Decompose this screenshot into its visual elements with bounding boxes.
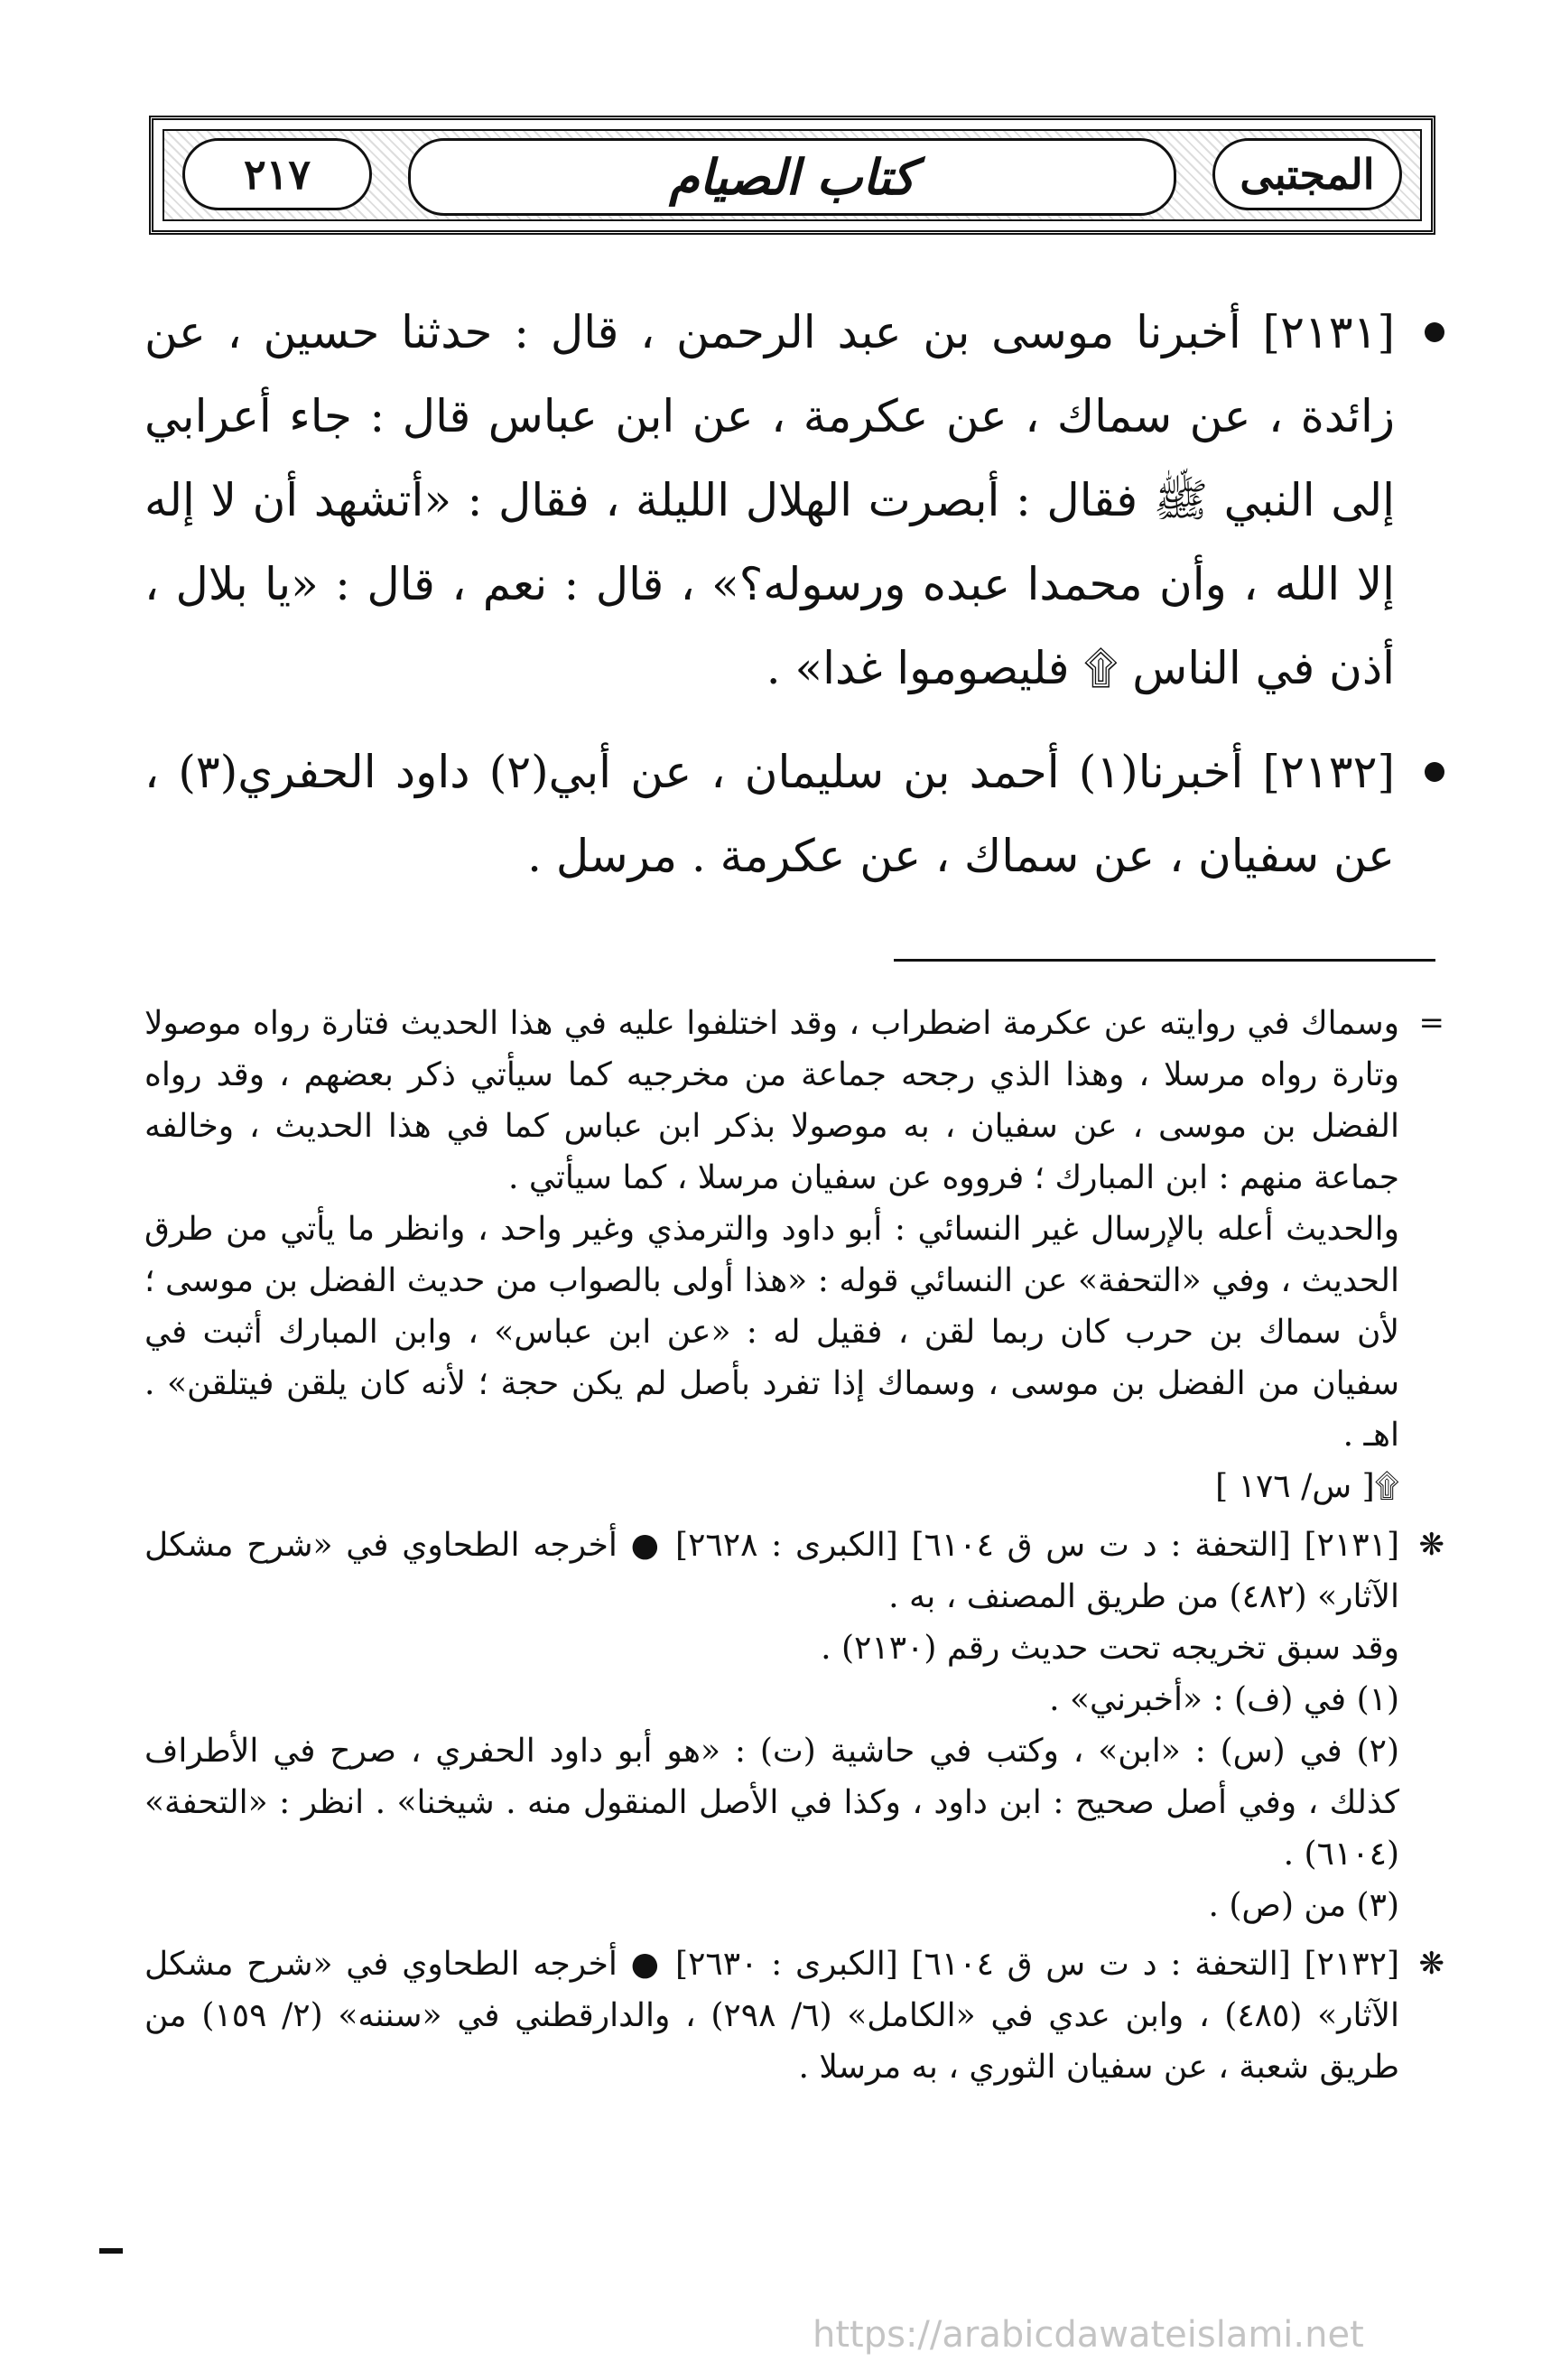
header-ornament xyxy=(163,129,1422,221)
book-title: كتاب الصيام xyxy=(669,148,915,206)
series-logo: المجتبى xyxy=(1212,138,1402,210)
note-2: (٢) في (س) : «ابن» ، وكتب في حاشية (ت) : «هو أبو داود الحفري ، صرح في الأطراف كذلك ، وفي أصل صحيح : ابن داود ، وكذا في الأصل المنقول منه . شيخنا» . انظر : «التحفة» (٦١٠٤) . xyxy=(144,1733,1399,1873)
star-icon: ❋ xyxy=(1418,1946,1444,1982)
hadith-2132 xyxy=(144,730,1435,898)
continuation-dash-icon: = xyxy=(1418,1005,1444,1041)
page-reference: ۩[ س/ ١٧٦ ] xyxy=(1215,1468,1399,1505)
watermark: https://arabicdawateislami.net xyxy=(813,2314,1364,2356)
footnote-separator xyxy=(894,959,1435,962)
main-text xyxy=(144,291,1435,898)
star-icon: ❋ xyxy=(1418,1527,1444,1563)
takhrij-2131-note: وقد سبق تخريجه تحت حديث رقم (٢١٣٠) . xyxy=(821,1630,1399,1667)
hadith-2132-text: [٢١٣٢] أخبرنا(١) أحمد بن سليمان ، عن أبي(٢) داود الحفري(٣) ، عن سفيان ، عن سماك ، عن عكرمة . مرسل . xyxy=(144,746,1395,882)
edge-mark xyxy=(99,2248,123,2254)
takhrij-2132: ❋ [٢١٣٢] [التحفة : د ت س ق ٦١٠٤] [الكبرى : ٢٦٣٠] ● أخرجه الطحاوي في «شرح مشكل الآثار» (٤٨٥) ، وابن عدي في «الكامل» (٦/ ٢٩٨) ، والدارقطني في «سننه» (٢/ ١٥٩) من طريق شعبة ، عن سفيان الثوري ، به مرسلا . xyxy=(144,1938,1435,2093)
page-header xyxy=(149,116,1435,235)
hadith-2131 xyxy=(144,291,1435,711)
bullet-icon xyxy=(1425,322,1444,342)
hadith-2131-text: [٢١٣١] أخبرنا موسى بن عبد الرحمن ، قال : حدثنا حسين ، عن زائدة ، عن سماك ، عن عكرمة ، عن ابن عباس قال : جاء أعرابي إلى النبي ﷺ فقال : أبصرت الهلال الليلة ، فقال : «أتشهد أن لا إله إلا الله ، وأن محمدا عبده ورسوله؟» ، قال : نعم ، قال : «يا بلال ، أذن في الناس ۩ فليصوموا غدا» . xyxy=(144,306,1395,694)
book-title-cartouche xyxy=(408,138,1176,216)
footnotes xyxy=(144,998,1444,2093)
takhrij-2131: ❋ [٢١٣١] [التحفة : د ت س ق ٦١٠٤] [الكبرى : ٢٦٢٨] ● أخرجه الطحاوي في «شرح مشكل الآثار» (٤٨٢) من طريق المصنف ، به . xyxy=(144,1520,1435,1622)
bullet-icon xyxy=(1425,762,1444,782)
footnote-continued: = وسماك في روايته عن عكرمة اضطراب ، وقد اختلفوا عليه في هذا الحديث فتارة رواه موصولا وتارة رواه مرسلا ، وهذا الذي رجحه جماعة من مخرجيه كما سيأتي ذكر بعضهم ، وقد رواه الفضل بن موسى ، عن سفيان ، به موصولا بذكر ابن عباس كما في هذا الحديث ، وخالفه جماعة منهم : ابن المبارك ؛ فرووه عن سفيان مرسلا ، كما سيأتي . xyxy=(144,998,1435,1204)
footnote-para-2: والحديث أعله بالإرسال غير النسائي : أبو داود والترمذي وغير واحد ، وانظر ما يأتي من طرق الحديث ، وفي «التحفة» عن النسائي قوله : «هذا أولى بالصواب من حديث الفضل بن موسى ؛ لأن سماك بن حرب كان ربما لقن ، فقيل له : «عن ابن عباس» ، وابن المبارك أثبت في سفيان من الفضل بن موسى ، وسماك إذا تفرد بأصل لم يكن حجة ؛ لأنه كان يلقن فيتلقن» . اهـ . xyxy=(144,1211,1399,1454)
note-1: (١) في (ف) : «أخبرني» . xyxy=(1049,1681,1399,1718)
note-3: (٣) من (ص) . xyxy=(1208,1887,1399,1924)
page-number: ٢١٧ xyxy=(182,138,372,210)
